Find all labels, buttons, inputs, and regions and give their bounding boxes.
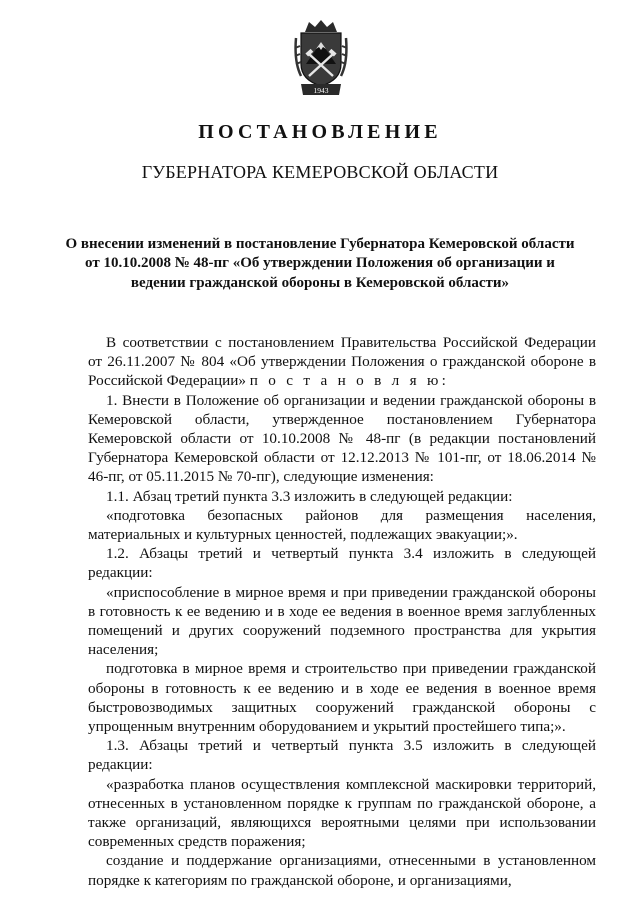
paragraph-1-2-quote-2: подготовка в мирное время и строительство при приведении гражданской обороны в готовность к ее ведению и в ходе ее ведения в военное время быстровозводимых защитных сооружений гражданской обороны с упрощенным внутренним оборудованием и укрытий простейшего типа;».: [88, 660, 596, 736]
document-body: [88, 333, 596, 890]
paragraph-1-1: 1.1. Абзац третий пункта 3.3 изложить в следующей редакции:: [106, 487, 513, 505]
paragraph-1-3-quote-1: «разработка планов осуществления комплексной маскировки территорий, отнесенных в установленном порядке к группам по гражданской обороне, а также организаций, являющихся вероятными целями при использовании современных средств поражения;: [88, 775, 596, 851]
emblem-year-text: 1943: [313, 86, 329, 95]
coat-of-arms-icon: [293, 18, 349, 100]
paragraph-1-2-quote-1: «приспособление в мирное время и при приведении гражданской обороны в готовность к ее ведению и в ходе ее ведения в военное время заглубленных помещений и других сооружений подземного пространства для укрытия населения;: [88, 583, 596, 659]
issuer-heading: ГУБЕРНАТОРА КЕМЕРОВСКОЙ ОБЛАСТИ: [141, 162, 499, 182]
intro-verb: п о с т а н о в л я ю:: [249, 372, 450, 390]
paragraph-1: 1. Внести в Положение об организации и ведении гражданской обороны в Кемеровской области, утвержденное постановлением Губернатора Кемеровской области от 10.10.2008 № 48-пг (в редакции постановлений Губернатора Кемеровской области от 12.12.2013 № 101-пг, от 18.06.2014 № 46-пг, от 05.11.2015 № 70-пг), следующие изменения:: [88, 391, 596, 486]
paragraph-1-3-quote-2: создание и поддержание организациями, отнесенными в установленном порядке к категориям по гражданской обороне, и организациями,: [88, 852, 596, 889]
document-type-heading: ПОСТАНОВЛЕНИЕ: [198, 121, 442, 143]
title-line-3: ведении гражданской обороны в Кемеровской области»: [130, 274, 510, 291]
paragraph-1-2: 1.2. Абзацы третий и четвертый пункта 3.4 изложить в следующей редакции:: [88, 545, 596, 582]
intro-paragraph: [88, 333, 596, 391]
document-title: [60, 235, 580, 293]
paragraph-1-1-quote: «подготовка безопасных районов для размещения населения, материальных и культурных ценностей, подлежащих эвакуации;».: [88, 506, 596, 544]
paragraph-1-3: 1.3. Абзацы третий и четвертый пункта 3.5 изложить в следующей редакции:: [88, 737, 596, 774]
intro-text: В соответствии с постановлением Правительства Российской Федерации от 26.11.2007 № 804 «Об утверждении Положения о гражданской обороне в Российской Федерации»: [88, 334, 596, 390]
title-line-1: О внесении изменений в постановление Губернатора Кемеровской области: [65, 236, 575, 252]
title-line-2: от 10.10.2008 № 48-пг «Об утверждении Положения об организации и: [85, 255, 555, 272]
